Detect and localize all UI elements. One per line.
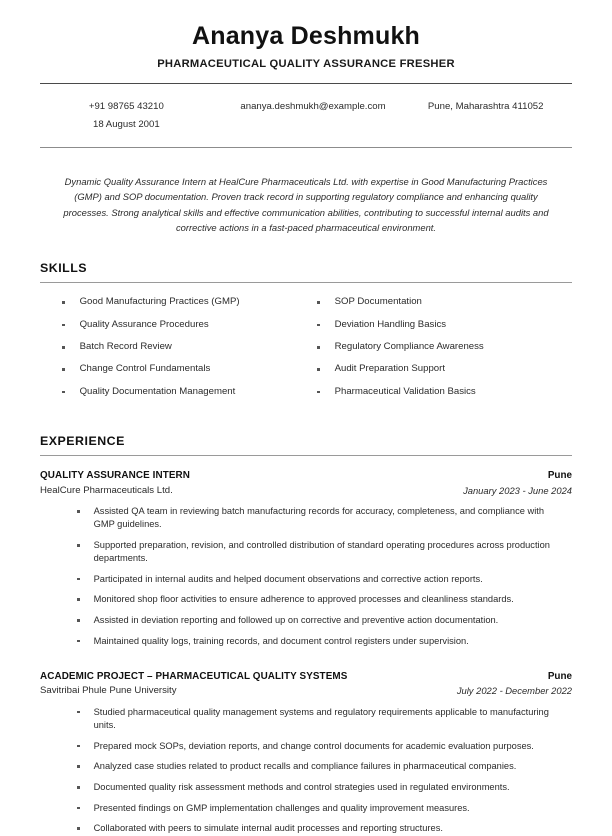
skills-column-right bbox=[317, 296, 572, 408]
skills-column-left bbox=[62, 296, 317, 408]
skill-label: Regulatory Compliance Awareness bbox=[334, 340, 484, 352]
job-dates: January 2023 - June 2024 bbox=[463, 484, 572, 496]
bullet-icon bbox=[77, 598, 80, 601]
contact-column-location bbox=[399, 98, 572, 117]
list-item bbox=[317, 363, 572, 376]
contact-column-personal bbox=[40, 98, 227, 135]
skills-section-title: SKILLS bbox=[40, 261, 88, 276]
job-bullet-list bbox=[40, 505, 572, 648]
bullet-icon bbox=[77, 578, 80, 581]
bullet-icon bbox=[77, 544, 80, 547]
skills-columns bbox=[40, 296, 572, 408]
job-title: QUALITY ASSURANCE INTERN bbox=[40, 470, 190, 482]
skill-label: Batch Record Review bbox=[79, 340, 172, 352]
skills-section bbox=[40, 261, 572, 408]
job-organization: Savitribai Phule Pune University bbox=[40, 685, 177, 697]
job-bullet-text: Assisted QA team in reviewing batch manufacturing records for accuracy, completeness, and compliance with GMP guidelines. bbox=[93, 506, 545, 530]
skill-label: Change Control Fundamentals bbox=[79, 363, 211, 375]
page-title: Ananya Deshmukh bbox=[191, 22, 421, 50]
contact-divider bbox=[40, 147, 572, 148]
skill-label: Pharmaceutical Validation Basics bbox=[334, 385, 476, 397]
bullet-icon bbox=[77, 711, 80, 714]
job-bullet-text: Studied pharmaceutical quality management systems and regulatory requirements applicable to manufacturing units. bbox=[93, 706, 549, 730]
job-bullet-text: Monitored shop floor activities to ensure adherence to approved processes and cleanliness standards. bbox=[93, 594, 514, 605]
experience-divider bbox=[40, 455, 572, 456]
bullet-icon bbox=[77, 510, 80, 513]
bullet-icon bbox=[77, 827, 80, 830]
bullet-icon bbox=[317, 324, 320, 327]
bullet-icon bbox=[77, 619, 80, 622]
list-item bbox=[77, 781, 572, 794]
list-item bbox=[317, 319, 572, 332]
list-item bbox=[77, 573, 572, 586]
list-item bbox=[77, 539, 572, 565]
list-item bbox=[77, 505, 572, 531]
skill-label: Quality Assurance Procedures bbox=[79, 318, 209, 330]
experience-entry-primary bbox=[40, 670, 347, 699]
bullet-icon bbox=[62, 346, 65, 349]
list-item bbox=[77, 635, 572, 648]
job-bullet-text: Assisted in deviation reporting and followed up on corrective and preventive action documentation. bbox=[93, 615, 499, 626]
job-location: Pune bbox=[547, 671, 572, 683]
list-item bbox=[77, 593, 572, 606]
professional-headline: PHARMACEUTICAL QUALITY ASSURANCE FRESHER bbox=[157, 57, 455, 70]
experience-entry-meta bbox=[445, 670, 572, 698]
job-bullet-text: Documented quality risk assessment methods and control strategies used in regulated environments. bbox=[93, 782, 510, 793]
job-dates: July 2022 - December 2022 bbox=[456, 685, 572, 697]
experience-entry-meta bbox=[451, 469, 572, 497]
list-item bbox=[62, 386, 317, 399]
job-title: ACADEMIC PROJECT – PHARMACEUTICAL QUALITY SYSTEMS bbox=[40, 671, 348, 683]
bullet-icon bbox=[77, 640, 80, 643]
bullet-icon bbox=[77, 786, 80, 789]
list-item bbox=[77, 740, 572, 753]
contact-phone: +91 98765 43210 bbox=[88, 100, 164, 112]
job-bullet-text: Prepared mock SOPs, deviation reports, and change control documents for academic evaluation purposes. bbox=[93, 740, 534, 751]
job-bullet-text: Presented findings on GMP implementation challenges and quality improvement measures. bbox=[93, 802, 470, 813]
list-item bbox=[77, 802, 572, 815]
job-bullet-text: Analyzed case studies related to product recalls and compliance failures in pharmaceutical companies. bbox=[93, 761, 517, 772]
bullet-icon bbox=[62, 324, 65, 327]
contact-location: Pune, Maharashtra 411052 bbox=[427, 100, 544, 112]
list-item bbox=[317, 341, 572, 354]
list-item bbox=[62, 296, 317, 309]
bullet-icon bbox=[317, 346, 320, 349]
experience-entry bbox=[40, 469, 572, 648]
job-bullet-text: Participated in internal audits and helped document observations and corrective action reports. bbox=[93, 573, 483, 584]
job-location: Pune bbox=[547, 470, 572, 482]
job-organization: HealCure Pharmaceuticals Ltd. bbox=[40, 484, 173, 496]
job-bullet-list bbox=[40, 706, 572, 836]
skill-label: Quality Documentation Management bbox=[79, 385, 236, 397]
list-item bbox=[62, 319, 317, 332]
professional-summary: Dynamic Quality Assurance Intern at HealCure Pharmaceuticals Ltd. with expertise in Good Manufacturing Practices (GMP) and SOP documentation. Proven track record in supporting regulatory compliance and enhancing quality processes. Strong analytical skills and effective communication abilities, contributing to successful internal audits and corrective actions in a fast-paced pharmaceutical environment. bbox=[63, 176, 549, 233]
bullet-icon bbox=[62, 391, 65, 394]
contact-email: ananya.deshmukh@example.com bbox=[240, 100, 386, 112]
experience-entry bbox=[40, 670, 572, 836]
experience-section bbox=[40, 434, 572, 835]
list-item bbox=[77, 822, 572, 835]
bullet-icon bbox=[77, 745, 80, 748]
experience-entry-header bbox=[40, 469, 572, 498]
job-bullet-text: Collaborated with peers to simulate internal audit processes and reporting structures. bbox=[93, 823, 443, 834]
contact-birth-date: 18 August 2001 bbox=[92, 119, 160, 131]
bullet-icon bbox=[77, 765, 80, 768]
list-item bbox=[317, 296, 572, 309]
list-item bbox=[317, 386, 572, 399]
job-bullet-text: Supported preparation, revision, and controlled distribution of standard operating procedures across production departments. bbox=[93, 539, 550, 564]
contact-block bbox=[40, 84, 572, 147]
resume-page bbox=[0, 22, 612, 834]
bullet-icon bbox=[317, 391, 320, 394]
skill-label: Audit Preparation Support bbox=[334, 363, 445, 375]
job-bullet-text: Maintained quality logs, training records, and document control registers under supervision. bbox=[93, 635, 469, 646]
skill-label: SOP Documentation bbox=[334, 296, 422, 308]
bullet-icon bbox=[77, 807, 80, 810]
bullet-icon bbox=[317, 368, 320, 371]
skill-label: Good Manufacturing Practices (GMP) bbox=[79, 296, 240, 308]
experience-entry-header bbox=[40, 670, 572, 699]
bullet-icon bbox=[317, 301, 320, 304]
list-item bbox=[62, 363, 317, 376]
bullet-icon bbox=[62, 368, 65, 371]
list-item bbox=[62, 341, 317, 354]
skills-divider bbox=[40, 282, 572, 283]
experience-section-title: EXPERIENCE bbox=[40, 434, 125, 449]
contact-column-email bbox=[227, 98, 400, 117]
list-item bbox=[77, 760, 572, 773]
list-item bbox=[77, 614, 572, 627]
bullet-icon bbox=[62, 301, 65, 304]
experience-entry-primary bbox=[40, 469, 190, 498]
list-item bbox=[77, 706, 572, 732]
skill-label: Deviation Handling Basics bbox=[334, 318, 447, 330]
